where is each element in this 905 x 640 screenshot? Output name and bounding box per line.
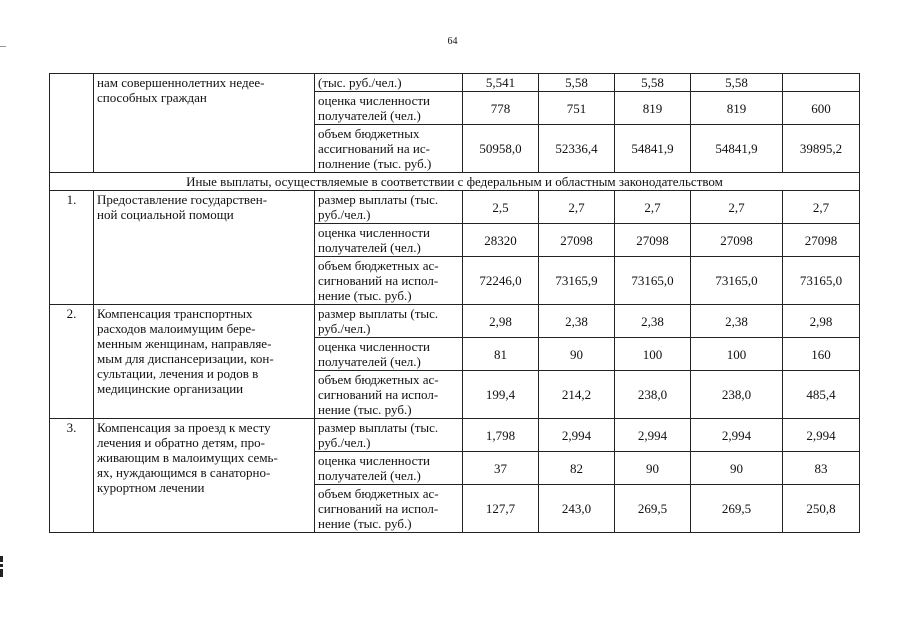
item-number: 3. [50, 419, 94, 533]
value-cell: 90 [691, 452, 783, 485]
binding-marks [0, 556, 3, 579]
value-cell: 2,98 [463, 305, 539, 338]
payments-table [49, 73, 860, 533]
value-cell: 243,0 [539, 485, 615, 533]
value-cell: 39895,2 [783, 125, 860, 173]
value-cell: 54841,9 [691, 125, 783, 173]
value-cell: 82 [539, 452, 615, 485]
value-cell: 73165,0 [615, 257, 691, 305]
value-cell: 73165,0 [691, 257, 783, 305]
value-cell: 238,0 [691, 371, 783, 419]
page-number: 64 [447, 36, 458, 47]
value-cell: 2,994 [691, 419, 783, 452]
value-cell: 5,541 [463, 74, 539, 92]
param-label: объем бюджетных ас- сигнований на испол- нение (тыс. руб.) [315, 257, 463, 305]
value-cell: 2,994 [539, 419, 615, 452]
item-number: 2. [50, 305, 94, 419]
value-cell: 2,7 [691, 191, 783, 224]
value-cell: 2,7 [539, 191, 615, 224]
value-cell: 5,58 [539, 74, 615, 92]
value-cell: 819 [691, 92, 783, 125]
value-cell: 127,7 [463, 485, 539, 533]
value-cell: 90 [615, 452, 691, 485]
item-name: Предоставление государствен- ной социальной помощи [94, 191, 315, 305]
value-cell: 819 [615, 92, 691, 125]
value-cell: 269,5 [691, 485, 783, 533]
value-cell: 1,798 [463, 419, 539, 452]
value-cell: 28320 [463, 224, 539, 257]
value-cell: 2,38 [615, 305, 691, 338]
param-label: оценка численности получателей (чел.) [315, 452, 463, 485]
table-row [50, 305, 860, 338]
param-label: оценка численности получателей (чел.) [315, 224, 463, 257]
value-cell: 73165,9 [539, 257, 615, 305]
section-row [50, 173, 860, 191]
param-label: оценка численности получателей (чел.) [315, 338, 463, 371]
value-cell: 2,5 [463, 191, 539, 224]
value-cell: 37 [463, 452, 539, 485]
param-label: оценка численности получателей (чел.) [315, 92, 463, 125]
value-cell: 2,994 [615, 419, 691, 452]
value-cell: 73165,0 [783, 257, 860, 305]
table-row [50, 191, 860, 224]
item-number: 1. [50, 191, 94, 305]
value-cell: 81 [463, 338, 539, 371]
value-cell: 160 [783, 338, 860, 371]
value-cell: 600 [783, 92, 860, 125]
value-cell: 27098 [615, 224, 691, 257]
param-label: объем бюджетных ас- сигнований на испол- нение (тыс. руб.) [315, 371, 463, 419]
param-label: размер выплаты (тыс. руб./чел.) [315, 305, 463, 338]
value-cell: 27098 [691, 224, 783, 257]
value-cell [783, 74, 860, 92]
index-cell [50, 74, 94, 173]
table-row [50, 419, 860, 452]
param-label: размер выплаты (тыс. руб./чел.) [315, 191, 463, 224]
value-cell: 100 [615, 338, 691, 371]
value-cell: 238,0 [615, 371, 691, 419]
value-cell: 269,5 [615, 485, 691, 533]
value-cell: 778 [463, 92, 539, 125]
margin-tick [0, 46, 6, 47]
value-cell: 199,4 [463, 371, 539, 419]
value-cell: 2,98 [783, 305, 860, 338]
value-cell: 2,994 [783, 419, 860, 452]
value-cell: 90 [539, 338, 615, 371]
section-header: Иные выплаты, осуществляемые в соответствии с федеральным и областным законодательством [50, 173, 860, 191]
item-name: нам совершеннолетних недее- способных граждан [94, 74, 315, 173]
value-cell: 27098 [539, 224, 615, 257]
param-label: размер выплаты (тыс. руб./чел.) [315, 419, 463, 452]
value-cell: 5,58 [615, 74, 691, 92]
value-cell: 100 [691, 338, 783, 371]
value-cell: 2,7 [783, 191, 860, 224]
param-label: (тыс. руб./чел.) [315, 74, 463, 92]
value-cell: 50958,0 [463, 125, 539, 173]
value-cell: 751 [539, 92, 615, 125]
param-label: объем бюджетных ассигнований на ис- полнение (тыс. руб.) [315, 125, 463, 173]
value-cell: 2,7 [615, 191, 691, 224]
value-cell: 2,38 [691, 305, 783, 338]
value-cell: 27098 [783, 224, 860, 257]
table-row [50, 74, 860, 92]
value-cell: 83 [783, 452, 860, 485]
value-cell: 2,38 [539, 305, 615, 338]
value-cell: 54841,9 [615, 125, 691, 173]
value-cell: 214,2 [539, 371, 615, 419]
value-cell: 250,8 [783, 485, 860, 533]
item-name: Компенсация транспортных расходов малоимущим бере- менным женщинам, направляе- мым для диспансеризации, кон- сультации, лечения и родов в медицинские организации [94, 305, 315, 419]
value-cell: 52336,4 [539, 125, 615, 173]
item-name: Компенсация за проезд к месту лечения и обратно детям, про- живающим в малоимущих семь- ях, нуждающимся в санаторно- курортном лечении [94, 419, 315, 533]
value-cell: 72246,0 [463, 257, 539, 305]
value-cell: 485,4 [783, 371, 860, 419]
param-label: объем бюджетных ас- сигнований на испол- нение (тыс. руб.) [315, 485, 463, 533]
value-cell: 5,58 [691, 74, 783, 92]
